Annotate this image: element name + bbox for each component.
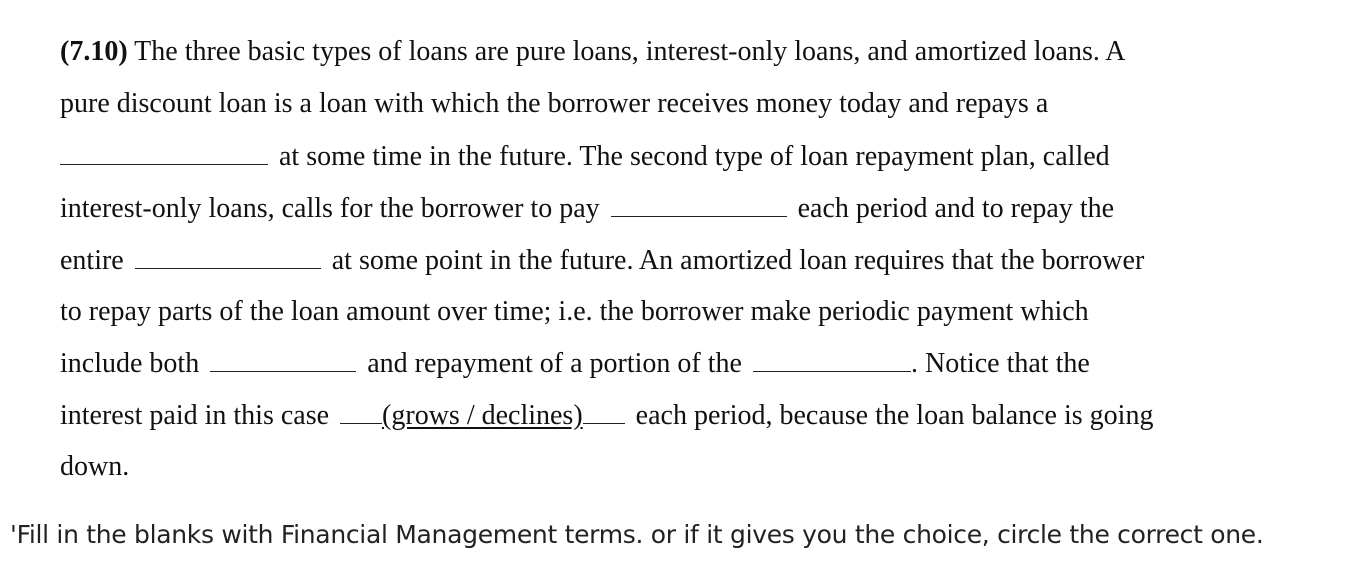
- problem-line-5-text-b: at some point in the future. An amortized loan requires that the borrower: [331, 245, 1145, 276]
- problem-line-4-text-b: each period and to repay the: [797, 193, 1115, 224]
- problem-line-4-text-a: interest-only loans, calls for the borrower to pay: [60, 193, 600, 224]
- problem-line-2-text: pure discount loan is a loan with which the borrower receives money today and repays a: [60, 88, 1049, 119]
- grows-declines-choice[interactable]: (grows / declines): [382, 400, 583, 431]
- problem-line-6-text: to repay parts of the loan amount over time; i.e. the borrower make periodic payment which: [60, 296, 1089, 327]
- problem-line-4: [60, 190, 1114, 227]
- problem-line-1-text: The three basic types of loans are pure loans, interest-only loans, and amortized loans. A: [134, 36, 1126, 67]
- problem-line-5: [60, 242, 1144, 279]
- problem-line-7-text-a: include both: [60, 348, 200, 379]
- problem-line-8-text-b: each period, because the loan balance is going: [635, 400, 1154, 431]
- problem-line-3-text: at some time in the future. The second type of loan repayment plan, called: [279, 141, 1110, 172]
- problem-line-9: [60, 449, 129, 485]
- problem-line-8-text-a: interest paid in this case: [60, 400, 330, 431]
- problem-line-6: [60, 294, 1089, 330]
- instruction-text: 'Fill in the blanks with Financial Management terms. or if it gives you the choice, circle the correct one.: [10, 520, 1264, 549]
- problem-line-3: [60, 138, 1110, 175]
- problem-line-7-text-b: and repayment of a portion of the: [367, 348, 742, 379]
- problem-line-2: [60, 86, 1048, 122]
- blank-4[interactable]: [210, 345, 356, 372]
- blank-3[interactable]: [135, 242, 321, 269]
- problem-line-8: [60, 397, 1153, 434]
- problem-line-7-text-c: . Notice that the: [910, 348, 1090, 379]
- blank-2[interactable]: [611, 190, 787, 217]
- problem-number: (7.10): [60, 36, 128, 67]
- problem-line-1: [60, 34, 1126, 70]
- blank-5[interactable]: [753, 345, 911, 372]
- blank-1[interactable]: [60, 138, 268, 165]
- problem-line-9-text: down.: [60, 451, 130, 482]
- problem-line-5-text-a: entire: [60, 245, 124, 276]
- problem-line-7: [60, 345, 1090, 382]
